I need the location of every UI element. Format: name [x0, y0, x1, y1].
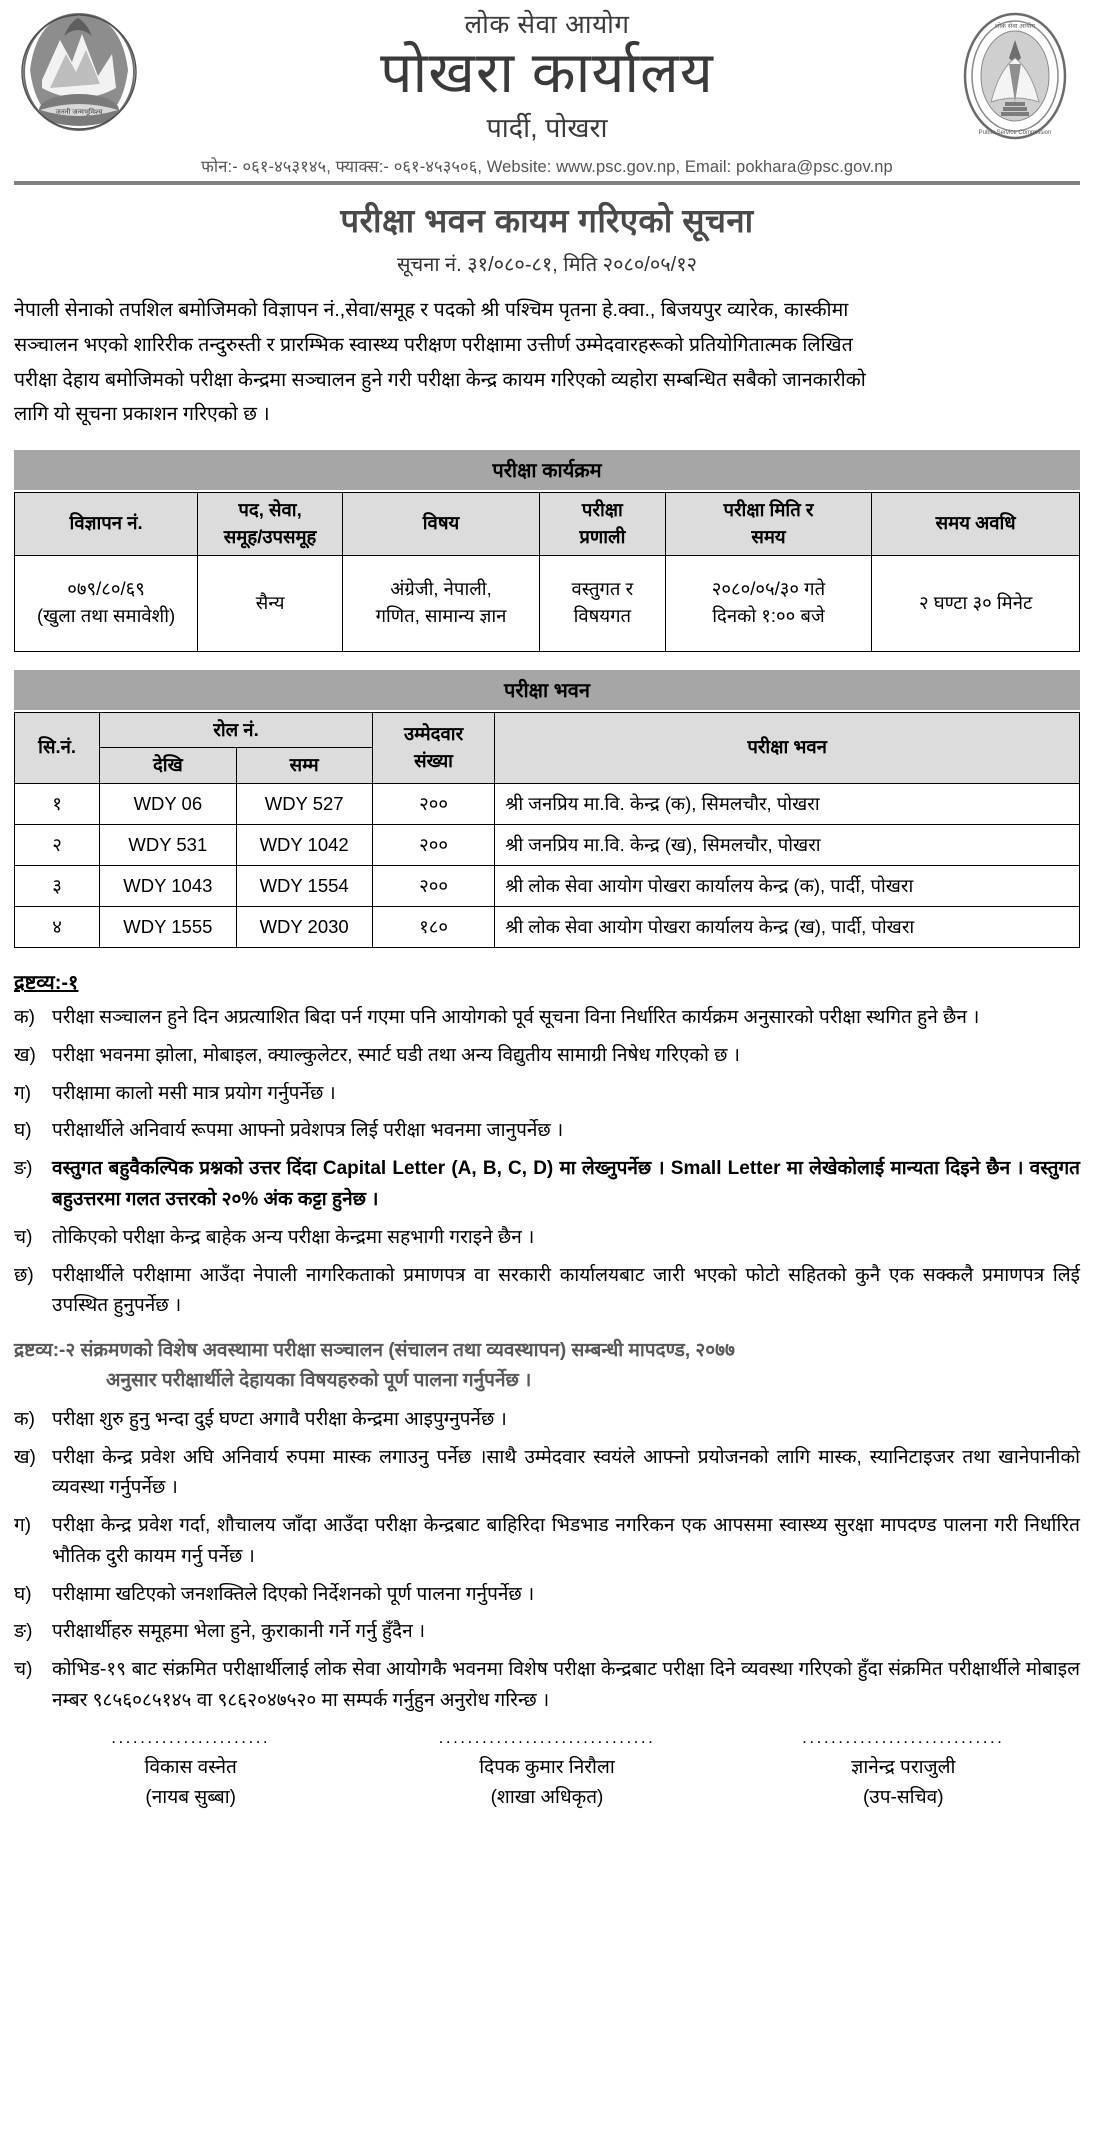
notes-2-heading-line-2: अनुसार परीक्षार्थीले देहायका विषयहरुको पूर्ण पालना गर्नुपर्नेछ । [106, 1370, 532, 1392]
th-serial-no: सि.नं. [15, 712, 100, 784]
notice-body-line-3: परीक्षा देहाय बमोजिमको परीक्षा केन्द्रमा सञ्चालन हुने गरी परीक्षा केन्द्र कायम गरिएको व्यहोरा सम्बन्धित सबैको जानकारीको [14, 368, 866, 391]
list-item [14, 1617, 1080, 1648]
note-text: परीक्षामा कालो मसी मात्र प्रयोग गर्नुपर्नेछ । [52, 1082, 336, 1104]
note-marker: ग) [14, 1082, 32, 1104]
note-marker: घ) [14, 1120, 32, 1142]
note-marker: ख) [14, 1044, 36, 1066]
table-row [15, 907, 1080, 948]
note-text: परीक्षार्थीहरु समूहमा भेला हुने, कुराकानी गर्ने गर्नु हुँदैन । [52, 1621, 426, 1643]
cell-roll-to: WDY 1042 [236, 825, 372, 866]
list-item [14, 1116, 1080, 1147]
office-address: पार्दी, पोखरा [486, 112, 608, 143]
note-text: परीक्षा शुरु हुनु भन्दा दुई घण्टा अगावै परीक्षा केन्द्रमा आइपुग्नुपर्नेछ । [52, 1408, 507, 1430]
note-marker: ख) [14, 1446, 36, 1468]
list-item [14, 1655, 1080, 1717]
list-item [14, 1003, 1080, 1034]
th-exam-venue: परीक्षा भवन [495, 712, 1080, 784]
th-advertisement-no: विज्ञापन नं. [15, 492, 198, 555]
signatory-name: ज्ञानेन्द्र पराजुली [851, 1756, 956, 1778]
cell-exam-venue: श्री लोक सेवा आयोग पोखरा कार्यालय केन्द्र (क), पार्दी, पोखरा [495, 866, 1080, 907]
cell-subject: अंग्रेजी, नेपाली, गणित, सामान्य ज्ञान [343, 555, 540, 651]
notes-2-heading [14, 1336, 1080, 1397]
th-post-service: पद, सेवा, समूह/उपसमूह [198, 492, 343, 555]
note-marker: ङ) [14, 1621, 33, 1643]
note-marker: क) [14, 1007, 35, 1029]
exam-program-table [14, 492, 1080, 652]
note-text: परीक्षा सञ्चालन हुने दिन अप्रत्याशित बिदा पर्न गएमा पनि आयोगको पूर्व सूचना विना निर्धारित कार्यक्रम अनुसारको परीक्षा स्थगित हुने छैन । [52, 1007, 980, 1029]
cell-exam-venue: श्री जनप्रिय मा.वि. केन्द्र (क), सिमलचौर, पोखरा [495, 784, 1080, 825]
note-marker: ङ) [14, 1158, 33, 1180]
signatory-post: (शाखा अधिकृत) [490, 1787, 604, 1809]
svg-text:लोक सेवा आयोग: लोक सेवा आयोग [994, 23, 1036, 30]
signature-line: ...................... [111, 1727, 271, 1747]
note-marker: घ) [14, 1583, 32, 1605]
signature-block [14, 1724, 1080, 1814]
cell-advertisement-no: ०७९/८०/६९ (खुला तथा समावेशी) [15, 555, 198, 651]
list-item [14, 1443, 1080, 1505]
list-item [14, 1223, 1080, 1254]
exam-hall-table-body [15, 784, 1080, 948]
note-text: परीक्षा केन्द्र प्रवेश गर्दा, शौचालय जाँदा आउँदा परीक्षा केन्द्रबाट बाहिरिदा भिडभाड नगरिकन एक आपसमा स्वास्थ्य सुरक्षा मापदण्ड पालना गरी निर्धारित भौतिक दुरी कायम गर्नु पर्नेछ । [52, 1515, 1080, 1567]
signature-line: .............................. [438, 1727, 656, 1747]
signatory-name: विकास वस्नेत [144, 1756, 237, 1778]
exam-hall-table [14, 712, 1080, 949]
list-item [14, 1405, 1080, 1436]
notice-body-line-2: सञ्चालन भएको शारिरीक तन्दुरुस्ती र प्रारम्भिक स्वास्थ्य परीक्षण परीक्षामा उत्तीर्ण उम्मेदवारहरूको प्रतियोगितात्मक लिखित [14, 333, 853, 356]
note-text: परीक्षा केन्द्र प्रवेश अघि अनिवार्य रुपमा मास्क लगाउनु पर्नेछ ।साथै उम्मेदवार स्वयंले आफ्नो प्रयोजनको लागि मास्क, स्यानिटाइजर तथा खानेपानीको व्यवस्था गर्नुपर्नेछ । [52, 1446, 1080, 1499]
note-marker: च) [14, 1659, 33, 1681]
cell-roll-to: WDY 527 [236, 784, 372, 825]
note-text: परीक्षार्थीले परीक्षामा आउँदा नेपाली नागरिकताको प्रमाणपत्र वा सरकारी कार्यालयबाट जारी भएको फोटो सहितको कुनै एक सक्कलै प्रमाणपत्र लिई उपस्थित हुनुपर्नेछ । [52, 1264, 1080, 1317]
cell-roll-to: WDY 2030 [236, 907, 372, 948]
note-text: परीक्षामा खटिएको जनशक्तिले दिएको निर्देशनको पूर्ण पालना गर्नुपर्नेछ । [52, 1583, 535, 1605]
signatory-post: (नायब सुब्बा) [145, 1787, 236, 1809]
note-text: वस्तुगत बहुवैकल्पिक प्रश्नको उत्तर दिंदा Capital Letter (A, B, C, D) मा लेख्नुपर्नेछ । Small Letter मा लेखेकोलाई मान्यता दिइने छैन । वस्तुगत बहुउत्तरमा गलत उत्तरको २०% अंक कट्टा हुनेछ । [52, 1158, 1080, 1210]
table-row [15, 784, 1080, 825]
notes-1-heading: द्रष्टव्य:-१ [14, 972, 79, 995]
notice-body-line-4: लागि यो सूचना प्रकाशन गरिएको छ । [14, 403, 270, 426]
list-item [14, 1511, 1080, 1573]
cell-roll-from: WDY 1555 [100, 907, 236, 948]
list-item [14, 1580, 1080, 1611]
cell-serial-no: ४ [15, 907, 100, 948]
cell-candidate-count: १८० [372, 907, 494, 948]
note-marker: च) [14, 1226, 33, 1248]
signature-2 [394, 1724, 699, 1814]
cell-exam-date-time: २०८०/०५/३० गते दिनको १:०० बजे [665, 555, 872, 651]
note-marker: छ) [14, 1264, 34, 1286]
public-service-commission-seal [950, 6, 1080, 142]
nepal-government-emblem [14, 6, 144, 142]
document-header [14, 6, 1080, 144]
th-duration: समय अवधि [872, 492, 1080, 555]
notes-2-list [14, 1405, 1080, 1717]
th-roll-no-group: रोल नं. [100, 712, 373, 748]
th-roll-from: देखि [100, 748, 236, 784]
th-exam-system: परीक्षा प्रणाली [540, 492, 666, 555]
notice-number: सूचना नं. ३१/०८०-८१, मिति २०८०/०५/१२ [397, 254, 697, 277]
signatory-post: (उप-सचिव) [862, 1787, 944, 1809]
cell-roll-to: WDY 1554 [236, 866, 372, 907]
signature-line: ............................ [802, 1727, 1005, 1747]
cell-serial-no: १ [15, 784, 100, 825]
table-header-row [15, 492, 1080, 555]
cell-roll-from: WDY 1043 [100, 866, 236, 907]
notes-2-heading-line-1: द्रष्टव्य:-२ संक्रमणको विशेष अवस्थामा परीक्षा सञ्चालन (संचालन तथा व्यवस्थापन) सम्बन्धी मापदण्ड, २०७७ [14, 1340, 735, 1362]
notice-body [14, 293, 1080, 432]
table-row [15, 866, 1080, 907]
notes-1-list [14, 1003, 1080, 1322]
cell-post-service: सैन्य [198, 555, 343, 651]
note-text: परीक्षार्थीले अनिवार्य रूपमा आफ्नो प्रवेशपत्र लिई परीक्षा भवनमा जानुपर्नेछ । [52, 1120, 564, 1142]
table-row [15, 555, 1080, 651]
cell-serial-no: २ [15, 825, 100, 866]
list-item [14, 1261, 1080, 1323]
cell-exam-venue: श्री जनप्रिय मा.वि. केन्द्र (ख), सिमलचौर, पोखरा [495, 825, 1080, 866]
cell-exam-venue: श्री लोक सेवा आयोग पोखरा कार्यालय केन्द्र (ख), पार्दी, पोखरा [495, 907, 1080, 948]
cell-candidate-count: २०० [372, 784, 494, 825]
cell-serial-no: ३ [15, 866, 100, 907]
list-item [14, 1041, 1080, 1072]
note-text: कोभिड-१९ बाट संक्रमित परीक्षार्थीलाई लोक सेवा आयोगकै भवनमा विशेष परीक्षा केन्द्रबाट परीक्षा दिने व्यवस्था गरिएको हुँदा संक्रमित परीक्षार्थीले मोबाइल नम्बर ९८५६०८५१४५ वा ९८६२०४७५२० मा सम्पर्क गर्नुहुन अनुरोध गरिन्छ । [52, 1659, 1080, 1711]
cell-exam-system: वस्तुगत र विषयगत [540, 555, 666, 651]
th-subject: विषय [343, 492, 540, 555]
office-name: पोखरा कार्यालय [380, 40, 714, 105]
cell-duration: २ घण्टा ३० मिनेट [872, 555, 1080, 651]
table-row [15, 825, 1080, 866]
exam-program-caption: परीक्षा कार्यक्रम [14, 450, 1080, 490]
cell-candidate-count: २०० [372, 825, 494, 866]
signature-1 [38, 1724, 343, 1814]
exam-hall-caption: परीक्षा भवन [14, 670, 1080, 710]
cell-roll-from: WDY 06 [100, 784, 236, 825]
th-roll-to: सम्म [236, 748, 372, 784]
contact-line: फोन:- ०६१-४५३१४५, फ्याक्स:- ०६१-४५३५०६, Website: www.psc.gov.np, Email: pokhara@psc.gov.np [201, 158, 893, 177]
note-marker: क) [14, 1408, 35, 1430]
list-item [14, 1079, 1080, 1110]
note-text: परीक्षा भवनमा झोला, मोबाइल, क्याल्कुलेटर, स्मार्ट घडी तथा अन्य विद्युतीय सामाग्री निषेध गरिएको छ । [52, 1044, 740, 1066]
cell-candidate-count: २०० [372, 866, 494, 907]
th-candidate-count: उम्मेदवार संख्या [372, 712, 494, 784]
header-divider [14, 181, 1080, 185]
signatory-name: दिपक कुमार निरौला [479, 1756, 615, 1778]
svg-text:Public Service Commission: Public Service Commission [978, 130, 1052, 136]
note-text: तोकिएको परीक्षा केन्द्र बाहेक अन्य परीक्षा केन्द्रमा सहभागी गराइने छैन । [52, 1226, 535, 1248]
organization-name: लोक सेवा आयोग [464, 9, 630, 39]
note-marker: ग) [14, 1515, 32, 1537]
header-titles [144, 6, 950, 144]
page-title: परीक्षा भवन कायम गरिएको सूचना [340, 202, 754, 240]
notice-body-line-1: नेपाली सेनाको तपशिल बमोजिमको विज्ञापन नं.,सेवा/समूह र पदको श्री पश्चिम पृतना हे.क्वा., बिजयपुर व्यारेक, कास्कीमा [14, 299, 849, 322]
cell-roll-from: WDY 531 [100, 825, 236, 866]
signature-3 [751, 1724, 1056, 1814]
th-exam-date-time: परीक्षा मिति र समय [665, 492, 872, 555]
list-item [14, 1154, 1080, 1216]
svg-text:जननी जन्मभूमिश्च: जननी जन्मभूमिश्च [55, 109, 103, 116]
table-header-row-top [15, 712, 1080, 748]
